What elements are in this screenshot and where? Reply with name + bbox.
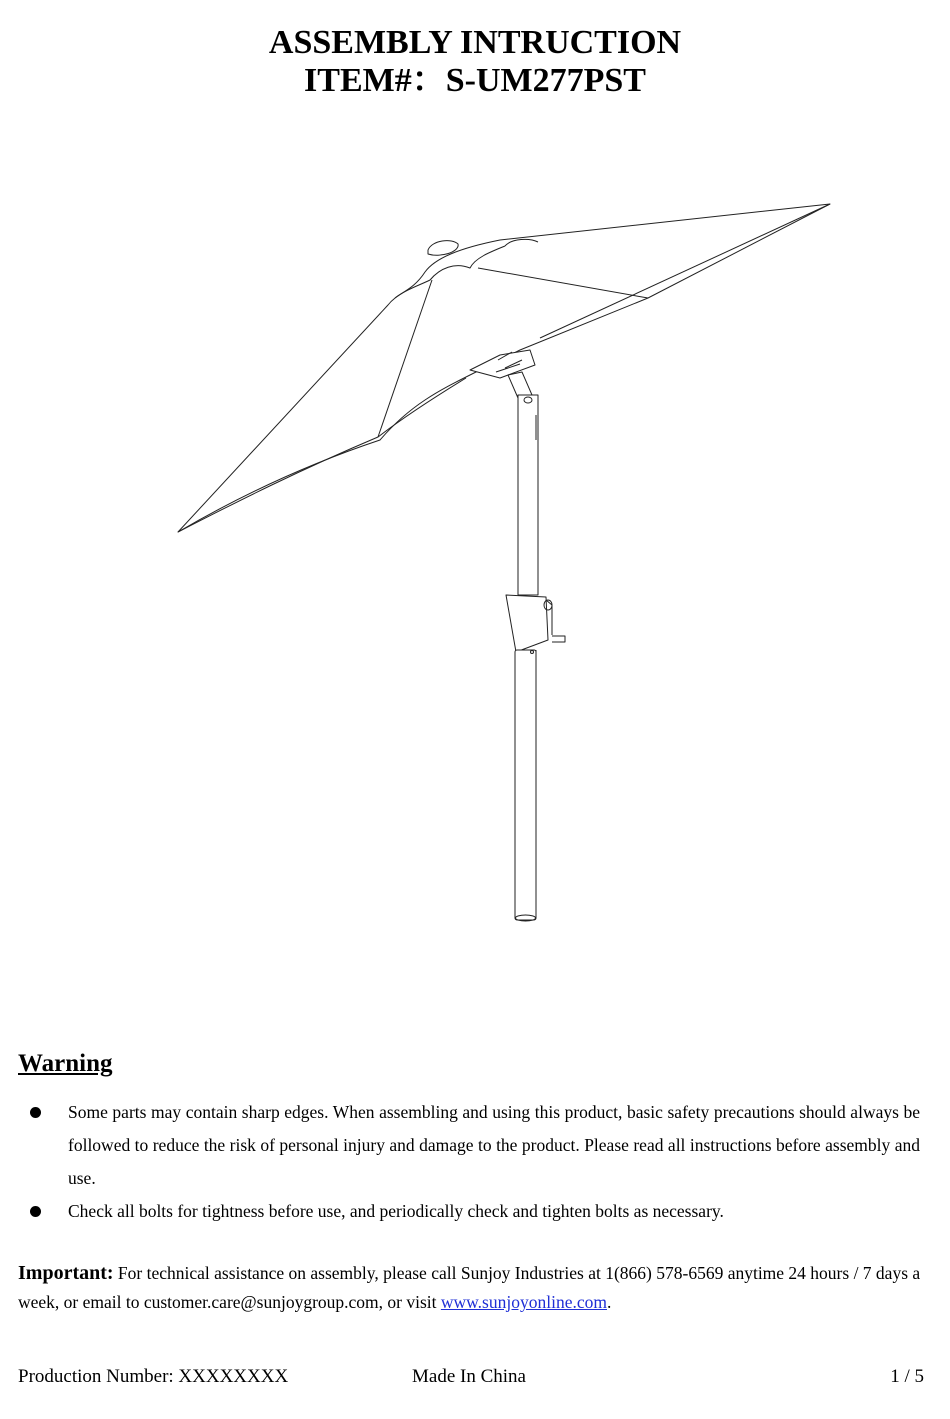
warning-heading: Warning — [18, 1050, 113, 1077]
title-line-1: ASSEMBLY INTRUCTION — [268, 24, 682, 61]
bullet-icon — [30, 1107, 41, 1118]
warning-list — [18, 1096, 920, 1228]
made-in-label: Made In China — [412, 1366, 526, 1387]
document-title — [0, 24, 950, 100]
warning-item-text: Check all bolts for tightness before use, and periodically check and tighten bolts as necessary. — [68, 1201, 724, 1221]
page-number: 1 / 5 — [890, 1366, 924, 1387]
bullet-icon — [30, 1206, 41, 1217]
website-link[interactable]: www.sunjoyonline.com — [440, 1292, 607, 1312]
production-number: Production Number: XXXXXXXX — [18, 1366, 289, 1387]
warning-item — [18, 1195, 920, 1228]
important-label: Important: — [18, 1262, 114, 1284]
important-text: For technical assistance on assembly, please call Sunjoy Industries at 1(866) 578-6569 anytime 24 hours / 7 days a week, or email to customer.care@sunjoygroup.com, or visit — [18, 1263, 921, 1312]
important-note — [18, 1259, 923, 1317]
warning-item — [18, 1096, 920, 1195]
title-line-2: ITEM#：S-UM277PST — [304, 62, 646, 99]
umbrella-icon — [0, 150, 950, 950]
important-trailing: . — [606, 1292, 612, 1312]
warning-item-text: Some parts may contain sharp edges. When assembling and using this product, basic safety precautions should always be followed to reduce the risk of personal injury and damage to the product. Please read all instructions before assembly and use. — [68, 1102, 920, 1188]
